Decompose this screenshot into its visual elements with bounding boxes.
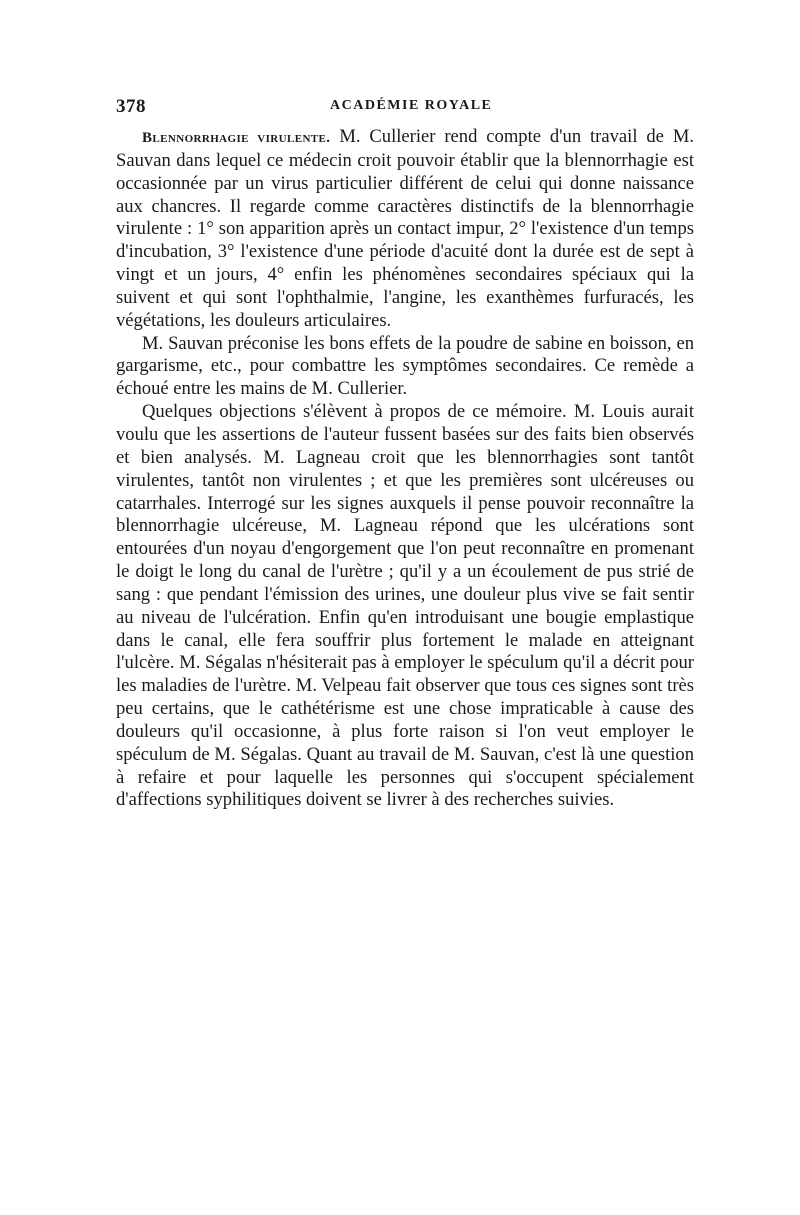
paragraph-2: M. Sauvan préconise les bons effets de la poudre de sabine en boisson, en gargarisme, etc., pour combattre les symptômes secondaires. Ce remède a échoué entre les mains de M. Cullerier. [116, 332, 694, 400]
paragraph-3: Quelques objections s'élèvent à propos de ce mémoire. M. Louis aurait voulu que les assertions de l'auteur fussent basées sur des faits bien observés et bien analysés. M. Lagneau croit que les blennorrhagies sont tantôt virulentes, tantôt non virulentes ; et que les premières sont ulcéreuses ou catarrhales. Interrogé sur les signes auxquels il pense pouvoir reconnaître la blennorrhagie ulcéreuse, M. Lagneau répond que les ulcérations sont entourées d'un noyau d'engorgement que l'on peut reconnaître en promenant le doigt le long du canal de l'urètre ; qu'il y a un écoulement de pus strié de sang : que pendant l'émission des urines, une douleur plus vive se fait sentir au niveau de l'ulcération. Enfin qu'en introduisant une bougie emplastique dans le canal, elle fera souffrir plus fortement le malade en atteignant l'ulcère. M. Ségalas n'hésiterait pas à employer le spéculum qu'il a décrit pour les maladies de l'urètre. M. Velpeau fait observer que tous ces signes sont très peu certains, que le cathétérisme est une chose impraticable à cause des douleurs qu'il occasionne, à plus forte raison si l'on veut employer le spéculum de M. Ségalas. Quant au travail de M. Sauvan, c'est là une question à refaire et pour laquelle les personnes qui s'occupent spécialement d'affections syphilitiques doivent se livrer à des recherches suivies. [116, 401, 695, 811]
body-text [116, 126, 694, 812]
paragraph-1-text: M. Cullerier rend compte d'un travail de M. Sauvan dans lequel ce médecin croit pouvoir établir que la blennorrhagie est occasionnée par un virus particulier différent de celui qui donne naissance aux chancres. Il regarde comme caractères distinctifs de la blennorrhagie virulente : 1° son apparition après un contact impur, 2° l'existence d'un temps d'incubation, 3° l'existence d'une période d'acuité dont la durée est de sept à vingt et un jours, 4° enfin les phénomènes secondaires spéciaux qui la suivent et qui sont l'ophthalmie, l'angine, les exanthèmes furfuracés, les végétations, les douleurs articulaires. [116, 126, 694, 331]
paragraph-1 [116, 126, 694, 333]
running-title: ACADÉMIE ROYALE [330, 98, 493, 113]
page-number: 378 [116, 96, 146, 117]
section-heading: Blennorrhagie virulente. [142, 130, 331, 146]
running-head [116, 96, 706, 122]
